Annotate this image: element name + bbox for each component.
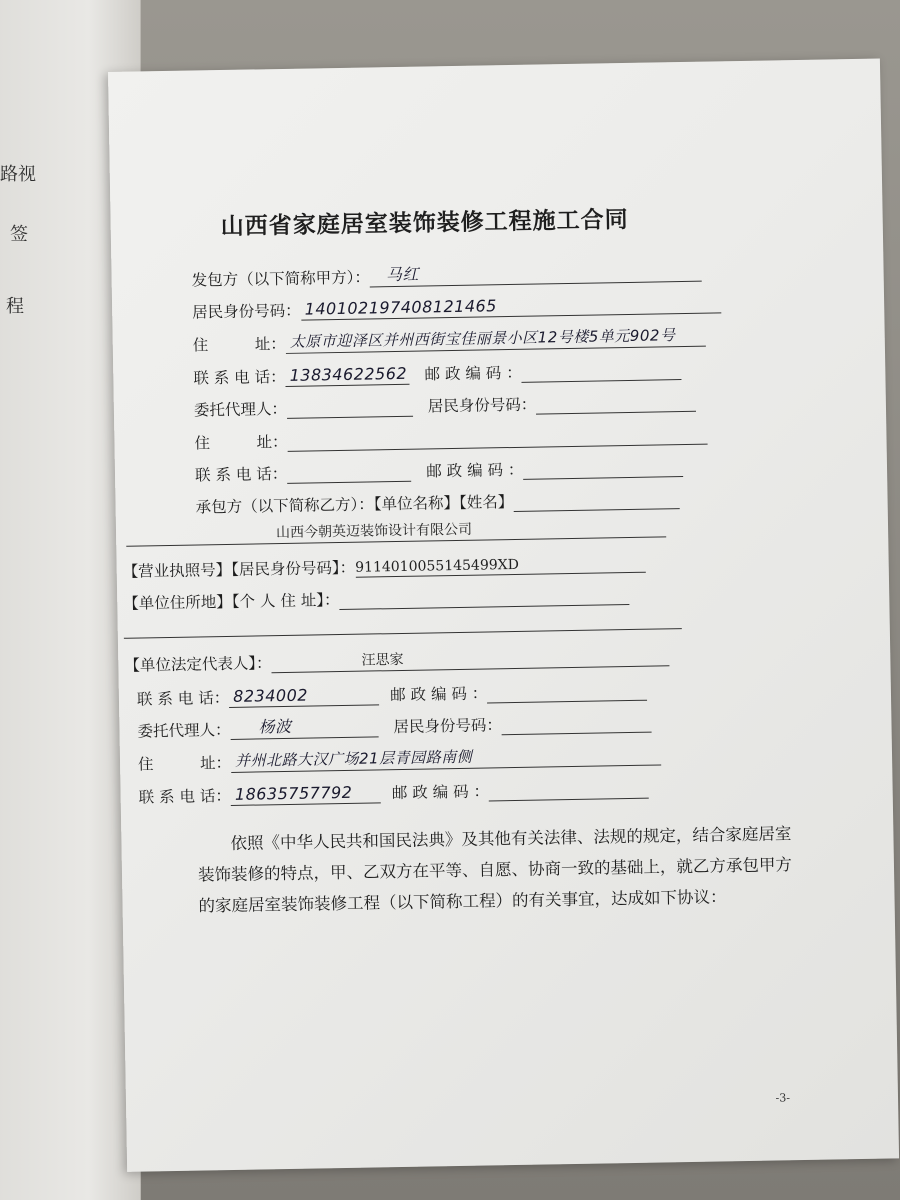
party-a-agent-phone-field bbox=[287, 463, 411, 484]
agreement-paragraph bbox=[197, 818, 799, 921]
party-b-address-label: 【单位住所地】【个 人 住 址】： bbox=[123, 591, 340, 613]
party-a-agent-address-label: 住 址： bbox=[194, 432, 288, 453]
party-a-phone-row bbox=[193, 358, 682, 389]
party-b-rep: 汪思家 bbox=[361, 651, 404, 669]
party-a-address-row bbox=[193, 325, 706, 356]
contract-page bbox=[108, 59, 899, 1172]
party-a-label: 发包方（以下简称甲方）： bbox=[191, 268, 371, 290]
party-a-id-label: 居民身份号码： bbox=[192, 301, 301, 322]
party-b-agent-phone-label: 联 系 电 话： bbox=[138, 786, 232, 807]
party-b-postcode-label: 邮 政 编 码 ： bbox=[389, 684, 488, 705]
party-a-name: 马红 bbox=[385, 264, 420, 285]
party-b-name-field bbox=[513, 490, 679, 512]
party-b-company: 山西今朝英迈装饰设计有限公司 bbox=[275, 521, 473, 542]
party-b-phone-field bbox=[229, 686, 379, 708]
party-a-agent-phone-row bbox=[195, 455, 684, 486]
party-a-agent-address-field bbox=[287, 426, 707, 452]
party-b-rep-label: 【单位法定代表人】： bbox=[124, 654, 272, 675]
party-b-company-field bbox=[126, 518, 666, 546]
party-a-agent-phone-label: 联 系 电 话： bbox=[194, 464, 288, 485]
party-b-agent-id-label: 居民身份号码： bbox=[393, 716, 503, 737]
party-b-license: 9114010055145499XD bbox=[355, 556, 520, 576]
party-a-agent-label: 委托代理人： bbox=[193, 399, 288, 420]
party-b-phone: 8234002 bbox=[233, 685, 309, 706]
party-a-postcode-field bbox=[522, 361, 682, 383]
party-b-agent-label: 委托代理人： bbox=[137, 720, 231, 741]
party-a-row bbox=[191, 260, 702, 291]
party-b-license-label: 【营业执照号】【居民身份号码】： bbox=[122, 558, 356, 581]
party-b-agent-id-field bbox=[502, 714, 652, 736]
party-b-rep-field bbox=[271, 647, 669, 673]
party-a-agent-id-field bbox=[536, 393, 696, 415]
party-a-agent-field bbox=[287, 398, 413, 419]
party-b-license-field bbox=[355, 554, 645, 578]
party-a-address-label: 住 址： bbox=[192, 334, 286, 355]
party-a-id-row bbox=[192, 291, 721, 322]
party-b-postcode-field bbox=[487, 682, 647, 704]
party-a-agent-id-label: 居民身份号码： bbox=[427, 395, 537, 416]
party-b-address-field bbox=[339, 586, 629, 610]
party-a-agent-postcode-field bbox=[523, 458, 683, 480]
party-b-agent-phone: 18635757792 bbox=[234, 782, 353, 804]
party-b-agent-address: 并州北路大汉广场21层青园路南侧 bbox=[234, 747, 473, 770]
party-b-phone-row bbox=[137, 679, 648, 710]
party-a-id-field bbox=[301, 294, 721, 320]
party-a-postcode-label: 邮 政 编 码 ： bbox=[424, 363, 522, 384]
party-a-phone-label: 联 系 电 话： bbox=[193, 367, 286, 388]
party-b-address-continuation bbox=[124, 610, 682, 639]
party-a-agent-postcode-label: 邮 政 编 码 ： bbox=[426, 460, 524, 481]
party-a-address: 太原市迎泽区并州西街宝佳丽景小区12号楼5单元902号 bbox=[289, 326, 676, 351]
party-b-agent-address-label: 住 址： bbox=[137, 753, 232, 774]
page-title: 山西省家庭居室装饰装修工程施工合同 bbox=[220, 206, 629, 241]
party-b-agent-phone-field bbox=[231, 784, 381, 806]
party-b-license-row bbox=[123, 551, 646, 582]
party-a-id: 140102197408121465 bbox=[304, 296, 498, 319]
party-b-agent-address-field bbox=[231, 746, 661, 773]
party-b-agent-address-row bbox=[138, 743, 661, 774]
party-b-company-row bbox=[126, 518, 666, 546]
party-a-address-field bbox=[286, 328, 706, 354]
party-a-agent-address-row bbox=[194, 423, 707, 454]
party-b-row bbox=[195, 487, 679, 517]
agreement-text: 依照《中华人民共和国民法典》及其他有关法律、法规的规定，结合家庭居室装饰装修的特点，甲、乙双方在平等、自愿、协商一致的基础上，就乙方承包甲方的家庭居室装饰装修工程（以下简称工程）的有关事宜，达成如下协议： bbox=[197, 824, 793, 916]
left-page-fragment: 路视 bbox=[0, 164, 36, 185]
party-a-name-field bbox=[370, 263, 702, 288]
party-a-phone-field bbox=[285, 363, 409, 387]
party-b-agent: 杨波 bbox=[258, 716, 292, 737]
party-a-phone: 13834622562 bbox=[289, 363, 408, 385]
party-a-agent-row bbox=[194, 390, 697, 421]
page-number: -3- bbox=[775, 1091, 791, 1105]
party-b-agent-phone-row bbox=[138, 777, 649, 808]
party-b-rep-row bbox=[124, 644, 670, 676]
party-b-label: 承包方（以下简称乙方）：【单位名称】【姓名】 bbox=[195, 492, 514, 517]
left-page-fragment: 程 bbox=[6, 296, 24, 317]
party-b-phone-label: 联 系 电 话： bbox=[136, 688, 230, 709]
party-b-agent-postcode-label: 邮 政 编 码 ： bbox=[391, 782, 490, 803]
party-b-address-row bbox=[123, 583, 630, 614]
party-b-address-field-2 bbox=[124, 610, 682, 639]
left-page-fragment: 签 bbox=[10, 224, 28, 245]
party-b-agent-postcode-field bbox=[489, 780, 649, 802]
party-b-agent-row bbox=[137, 711, 652, 742]
party-b-agent-field bbox=[230, 718, 378, 740]
